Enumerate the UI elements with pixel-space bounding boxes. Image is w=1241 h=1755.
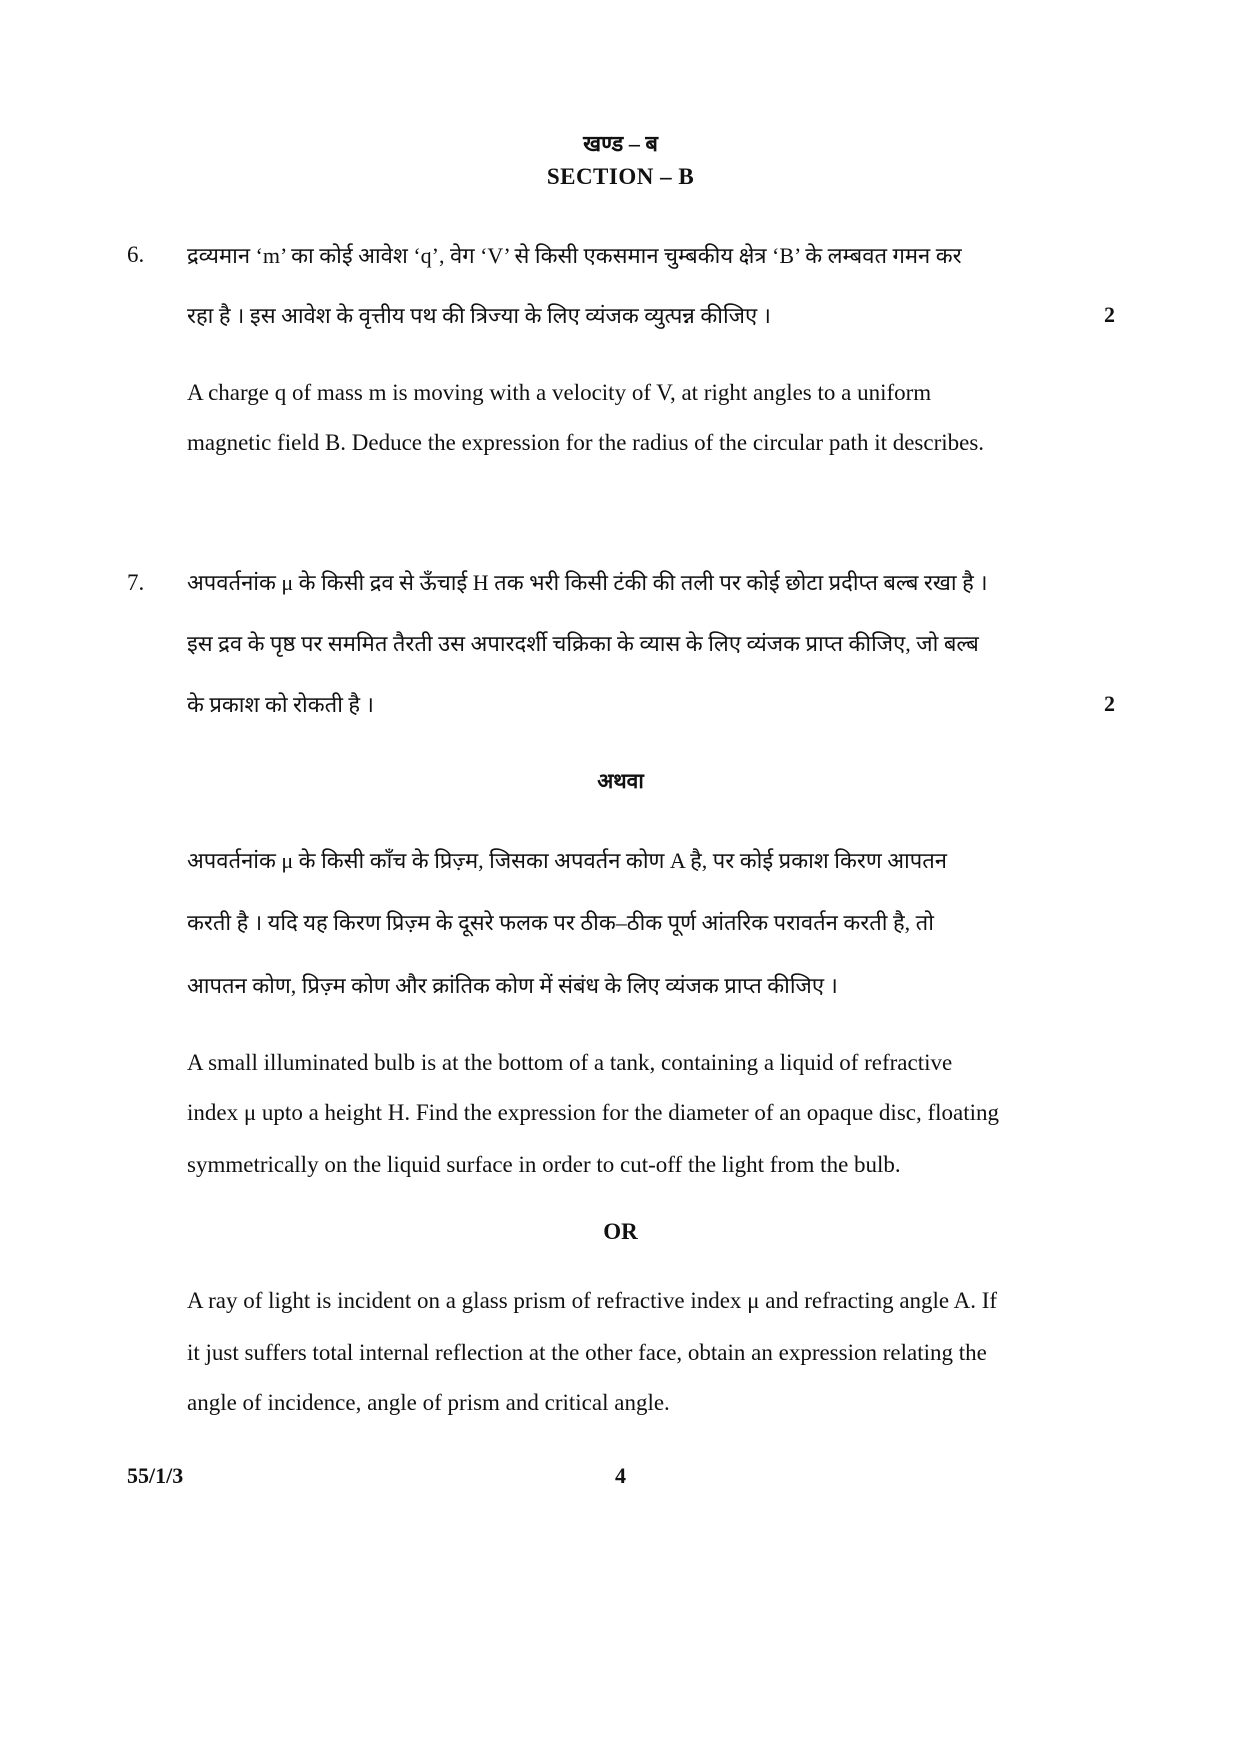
question-text-english-line: A charge q of mass m is moving with a velocity of V, at right angles to a uniform	[187, 380, 932, 405]
question-text-hindi-line: इस द्रव के पृष्ठ पर सममित तैरती उस अपारदर्शी चक्रिका के व्यास के लिए व्यंजक प्राप्त कीजिए, जो बल्ब	[187, 631, 979, 656]
question-text-hindi-line: के प्रकाश को रोकती है ।	[187, 692, 374, 717]
section-title-english: SECTION – B	[546, 164, 695, 189]
question-text-hindi-line: अपवर्तनांक μ के किसी द्रव से ऊँचाई H तक भरी किसी टंकी की तली पर कोई छोटा प्रदीप्त बल्ब रखा है ।	[187, 570, 988, 595]
or-separator-hindi: अथवा	[597, 769, 644, 793]
question-alt-text-english-line: A ray of light is incident on a glass prism of refractive index μ and refracting angle A. If	[187, 1288, 998, 1313]
page-number: 4	[615, 1463, 626, 1488]
question-number: 6.	[127, 242, 145, 267]
question-alt-text-english-line: it just suffers total internal reflection at the other face, obtain an expression relating the	[187, 1340, 987, 1365]
question-alt-text-hindi-line: करती है । यदि यह किरण प्रिज़्म के दूसरे फलक पर ठीक–ठीक पूर्ण आंतरिक परावर्तन करती है, तो	[187, 910, 934, 935]
paper-code: 55/1/3	[127, 1463, 184, 1488]
question-text-english-line: index μ upto a height H. Find the expression for the diameter of an opaque disc, floating	[187, 1100, 1000, 1125]
marks: 2	[1104, 302, 1115, 327]
marks: 2	[1104, 691, 1115, 716]
question-alt-text-hindi-line: अपवर्तनांक μ के किसी काँच के प्रिज़्म, जिसका अपवर्तन कोण A है, पर कोई प्रकाश किरण आपतन	[187, 848, 947, 873]
question-text-hindi-line: रहा है । इस आवेश के वृत्तीय पथ की त्रिज्या के लिए व्यंजक व्युत्पन्न कीजिए ।	[187, 303, 771, 328]
section-title-hindi: खण्ड – ब	[583, 131, 658, 156]
question-text-english-line: magnetic field B. Deduce the expression for the radius of the circular path it describes.	[187, 430, 985, 455]
question-alt-text-hindi-line: आपतन कोण, प्रिज़्म कोण और क्रांतिक कोण में संबंध के लिए व्यंजक प्राप्त कीजिए ।	[187, 973, 838, 998]
question-text-english-line: A small illuminated bulb is at the bottom of a tank, containing a liquid of refractive	[187, 1050, 953, 1075]
question-text-hindi-line: द्रव्यमान ‘m’ का कोई आवेश ‘q’, वेग ‘V’ से किसी एकसमान चुम्बकीय क्षेत्र ‘B’ के लम्बवत गमन कर	[187, 243, 962, 268]
question-text-english-line: symmetrically on the liquid surface in order to cut-off the light from the bulb.	[187, 1152, 901, 1177]
question-alt-text-english-line: angle of incidence, angle of prism and critical angle.	[187, 1390, 670, 1415]
question-number: 7.	[127, 570, 145, 595]
or-separator-english: OR	[603, 1219, 638, 1244]
